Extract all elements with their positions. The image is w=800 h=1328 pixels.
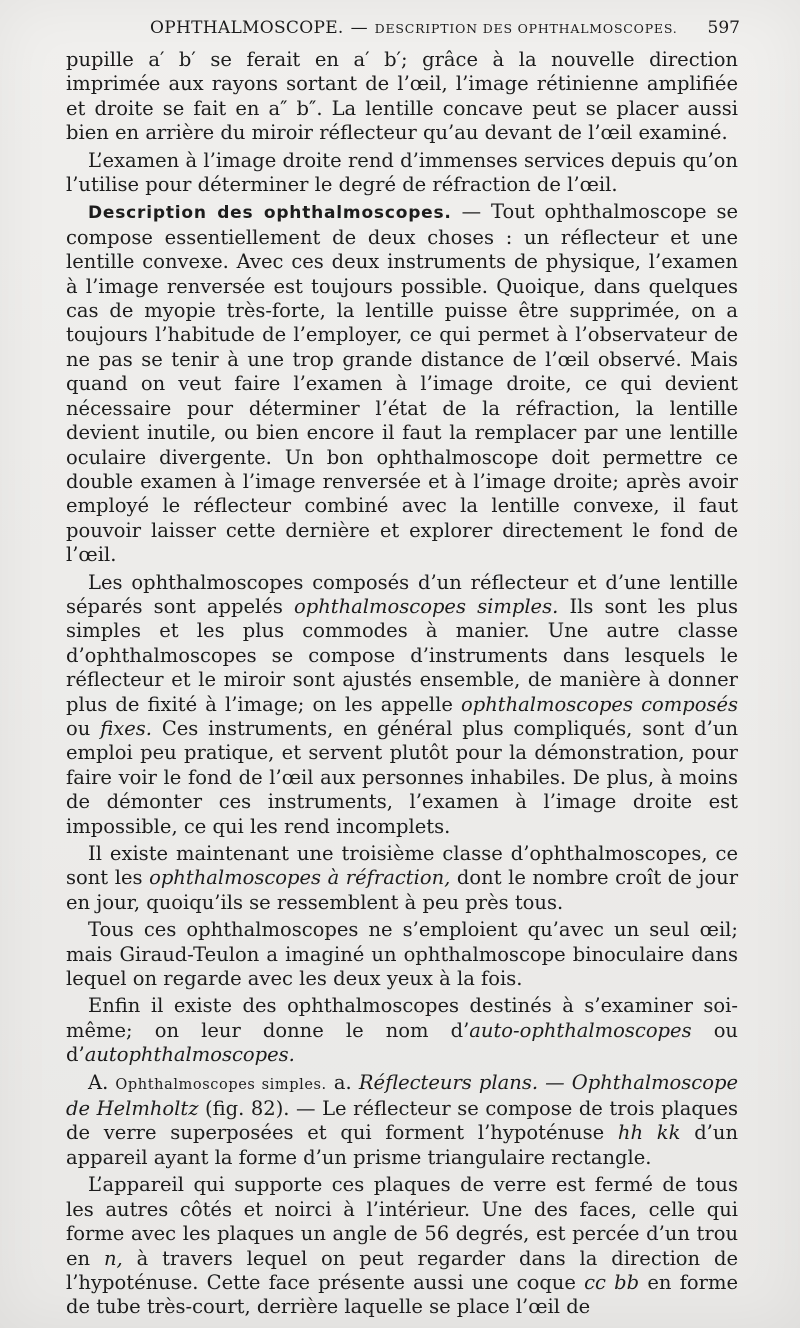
paragraph-appareil xyxy=(66,1173,738,1319)
italic-term: cc bb xyxy=(584,1270,640,1294)
running-head-title: OPHTHALMOSCOPE. xyxy=(150,18,344,38)
running-head-subtitle: DESCRIPTION DES OPHTHALMOSCOPES. xyxy=(374,21,678,36)
section-heading: Description des ophthalmoscopes. xyxy=(88,203,452,224)
paragraph-image-droite xyxy=(66,149,738,198)
running-head-separator: — xyxy=(350,18,368,38)
italic-term: hh kk xyxy=(617,1121,681,1145)
paragraph-text: d’un appareil ayant la forme d’un prisme triangulaire rectangle. xyxy=(66,1121,739,1169)
paragraph-binoculaire xyxy=(66,918,738,991)
paragraph-text: pupille a′ b′ se ferait en a′ b′; grâce à la nouvelle direction imprimée aux rayons sortant de l’œil, l’image rétinienne amplifiée et droite se fait en a″ b″. La lentille concave peut se placer aussi bien en arrière du miroir réflecteur qu’au devant de l’œil examiné. xyxy=(66,48,738,145)
paragraph-text: à travers lequel on peut regarder dans la direction de l’hypoténuse. Cette face présente aussi une coque xyxy=(66,1246,738,1294)
italic-term: auto-ophthalmoscopes xyxy=(469,1018,692,1042)
italic-term: ophthalmoscopes à réfraction, xyxy=(149,866,451,890)
paragraph-description xyxy=(66,200,738,567)
paragraph-text: Tous ces ophthalmoscopes ne s’emploient qu’avec un seul œil; mais Giraud-Teulon a imaginé un ophthalmoscope binoculaire dans lequel on regarde avec les deux yeux à la fois. xyxy=(66,918,738,991)
small-caps-heading: Ophthalmoscopes simples. xyxy=(115,1076,327,1093)
paragraph-text: Ces instruments, en général plus compliqués, sont d’un emploi peu pratique, et servent plutôt pour la démonstration, pour faire voir le fond de l’œil aux personnes inhabiles. De plus, à moins de démonter ces instruments, l’examen à l’image droite est impossible, ce qui les rend incomplets. xyxy=(66,716,738,838)
paragraph-text: Ils sont les plus simples et les plus commodes à manier. Une autre classe d’ophthalmoscopes se compose d’instruments dans lesquels le réflecteur et le miroir sont ajustés ensemble, de manière à donner plus de fixité à l’image; on les appelle xyxy=(66,594,739,716)
paragraph-auto xyxy=(66,994,738,1067)
paragraph-simple-composes xyxy=(66,571,738,839)
paragraph-text: ou d’ xyxy=(66,1018,738,1067)
italic-term: ophthalmoscopes composés xyxy=(461,692,738,716)
paragraph-text: Enfin il existe des ophthalmoscopes destinés à s’examiner soi-même; on leur donne le nom d’ xyxy=(66,994,738,1042)
page-number: 597 xyxy=(707,18,740,38)
paragraph-text: — Tout ophthalmoscope se compose essentiellement de deux choses : un réflecteur et une lentille convexe. Avec ces deux instruments de physique, l’examen à l’image renversée est toujours possible. Quoique, dans quelques cas de myopie très-forte, la lentille puisse être supprimée, on a toujours l’habitude de l’employer, ce qui permet à l’observateur de ne pas se tenir à une trop grande distance de l’œil observé. Mais quand on veut faire l’examen à l’image droite, ce qui devient nécessaire pour déterminer l’état de la réfraction, la lentille devient inutile, ou bien encore il faut la remplacer par une lentille oculaire divergente. Un bon ophthalmoscope doit permettre ce double examen à l’image renversée et à l’image droite; après avoir employé le réflecteur combiné avec la lentille convexe, il faut pouvoir laisser cette dernière et explorer directement le fond de l’œil. xyxy=(66,200,738,567)
paragraph-refraction xyxy=(66,842,738,915)
italic-term: fixes. xyxy=(100,716,152,740)
italic-term: Réflecteurs plans. — Ophthalmoscope de Helmholtz xyxy=(66,1070,738,1121)
paragraph-text: en forme de tube très-court, derrière laquelle se place l’œil de xyxy=(66,1270,738,1319)
italic-term: ophthalmoscopes simples. xyxy=(294,594,559,618)
paragraph-text: L’appareil qui supporte ces plaques de verre est fermé de tous les autres côtés et noirci à l’intérieur. Une des faces, celle qui forme avec les plaques un angle de 56 degrés, est percée d’un trou en xyxy=(66,1173,738,1270)
paragraph-text: L’examen à l’image droite rend d’immenses services depuis qu’on l’utilise pour déterminer le degré de réfraction de l’œil. xyxy=(66,148,738,197)
paragraph-text: Les ophthalmoscopes composés d’un réflecteur et d’une lentille séparés sont appelés xyxy=(66,570,738,618)
italic-term: autophthalmoscopes. xyxy=(84,1043,295,1067)
paragraph-text: a. xyxy=(333,1070,352,1094)
paragraph-text: dont le nombre croît de jour en jour, quoiqu’ils se ressemblent à peu près tous. xyxy=(66,866,739,914)
body-text xyxy=(66,48,738,1320)
paragraph-text: Il existe maintenant une troisième classe d’ophthalmoscopes, ce sont les xyxy=(66,842,738,890)
paragraph-continuation xyxy=(66,48,738,146)
running-head xyxy=(150,18,740,44)
paragraph-text: (fig. 82). — Le réflecteur se compose de trois plaques de verre superposées et qui forment l’hypoténuse xyxy=(66,1097,739,1145)
paragraph-text: A. xyxy=(88,1070,109,1094)
paragraph-helmholtz xyxy=(66,1071,738,1171)
paragraph-text: ou xyxy=(66,716,91,740)
italic-term: n, xyxy=(103,1246,123,1270)
